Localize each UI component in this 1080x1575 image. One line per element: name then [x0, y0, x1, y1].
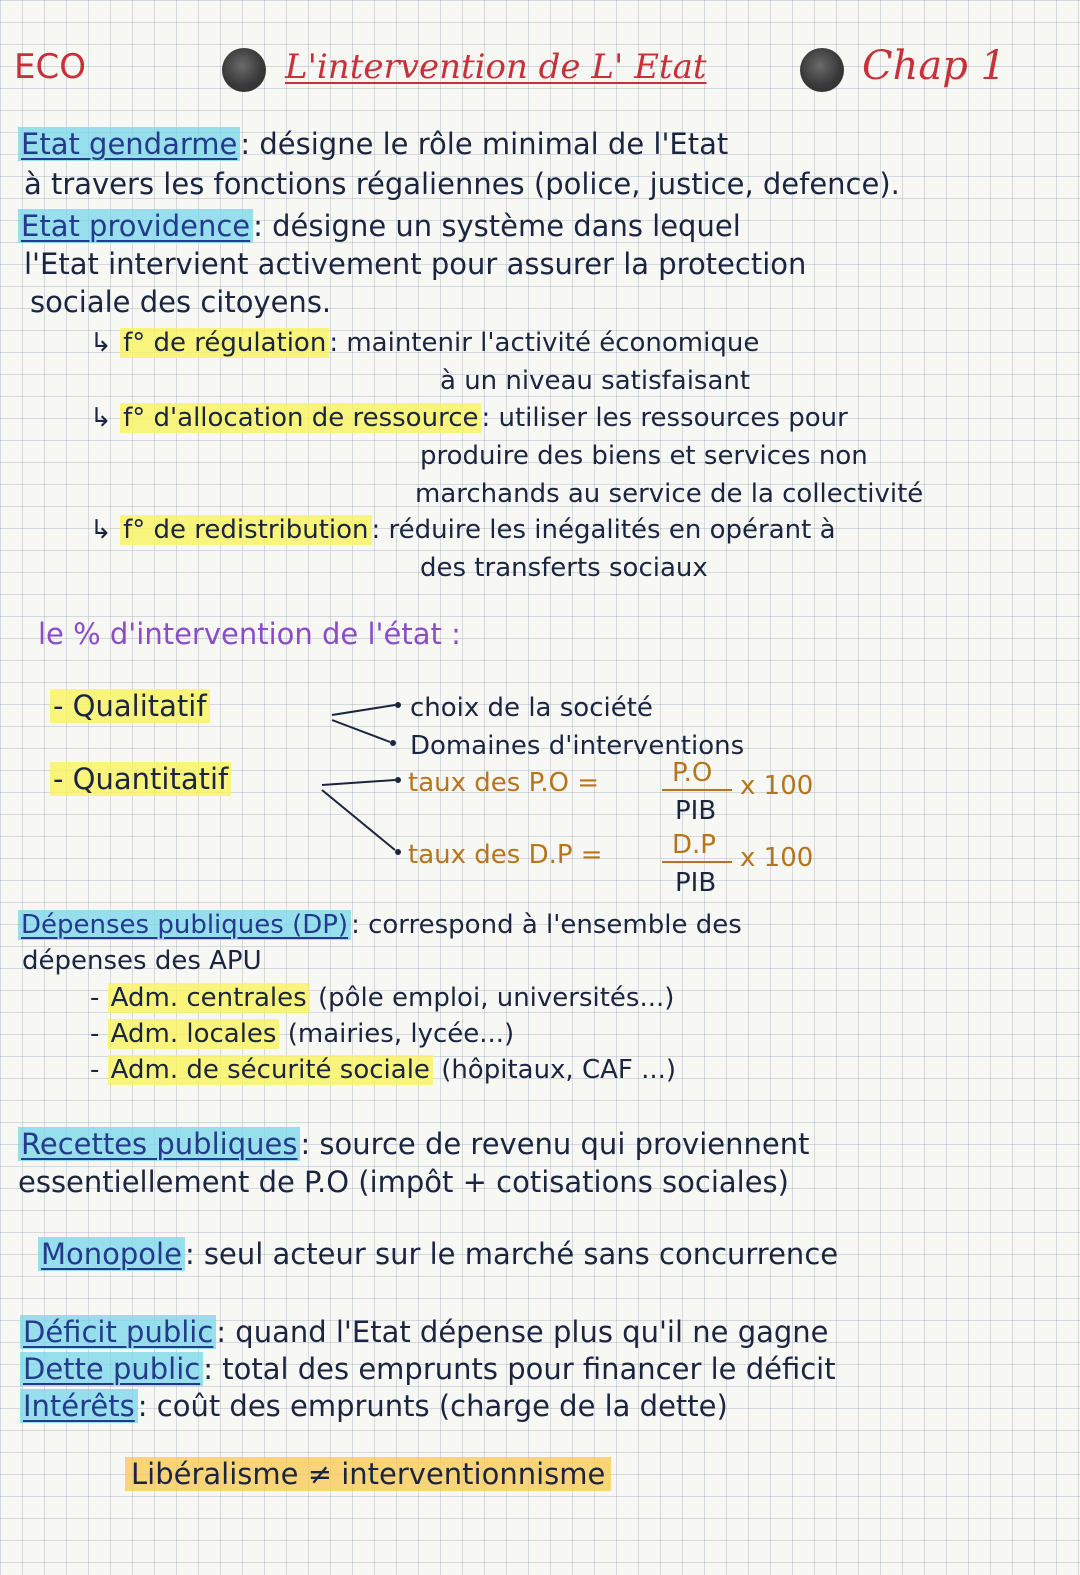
- deficit-def: : quand l'Etat dépense plus qu'il ne gagne: [216, 1315, 829, 1349]
- adm-locales: Adm. locales: [108, 1019, 280, 1049]
- adm-centrales-examples: (pôle emploi, universités...): [317, 983, 675, 1013]
- term-recettes-publiques: Recettes publiques: [18, 1127, 300, 1161]
- choix-societe: choix de la société: [410, 693, 653, 723]
- def-recettes-publiques: [18, 1127, 810, 1161]
- allocation-desc2: produire des biens et services non: [420, 441, 868, 471]
- term-interets: Intérêts: [20, 1389, 138, 1423]
- def-monopole: [38, 1237, 839, 1271]
- adm-securite-sociale: Adm. de sécurité sociale: [108, 1055, 433, 1085]
- list-item: [90, 985, 674, 1011]
- list-dash: -: [90, 1055, 100, 1085]
- term-deficit-public: Déficit public: [20, 1315, 216, 1349]
- list-item: [90, 1021, 514, 1047]
- allocation-desc1: : utiliser les ressources pour: [481, 403, 848, 433]
- regulation-desc2: à un niveau satisfaisant: [440, 366, 751, 396]
- depenses-line1: : correspond à l'ensemble des: [351, 910, 742, 940]
- term-regulation: f° de régulation: [120, 328, 329, 358]
- def-etat-providence-line2: l'Etat intervient activement pour assurer la protection: [24, 247, 807, 281]
- taux-po-denominator: PIB: [675, 796, 717, 826]
- adm-securite-sociale-examples: (hôpitaux, CAF ...): [441, 1055, 677, 1085]
- chapter-label: Chap 1: [862, 43, 1006, 89]
- arrow-icon: ↳: [90, 328, 112, 358]
- list-dash: -: [90, 983, 100, 1013]
- qualitatif-text: - Qualitatif: [50, 689, 210, 723]
- def-etat-gendarme-line1: : désigne le rôle minimal de l'Etat: [240, 127, 729, 161]
- depenses-line2: dépenses des APU: [22, 946, 262, 976]
- taux-dp-denominator: PIB: [675, 868, 717, 898]
- regulation-desc1: : maintenir l'activité économique: [329, 328, 760, 358]
- redistribution-desc1: : réduire les inégalités en opérant à: [371, 515, 836, 545]
- domaines-interventions: Domaines d'interventions: [410, 731, 745, 761]
- def-deficit-public: [20, 1315, 829, 1349]
- list-item: [90, 1057, 676, 1083]
- def-depenses-publiques: [18, 912, 742, 938]
- adm-centrales: Adm. centrales: [108, 983, 310, 1013]
- def-etat-providence-line1: : désigne un système dans lequel: [253, 209, 741, 243]
- quantitatif-text: - Quantitatif: [50, 762, 231, 796]
- recettes-line2: essentiellement de P.O (impôt + cotisations sociales): [18, 1165, 789, 1199]
- def-etat-gendarme-line2: à travers les fonctions régaliennes (police, justice, defence).: [24, 167, 900, 201]
- arrow-icon: ↳: [90, 515, 112, 545]
- list-dash: -: [90, 1019, 100, 1049]
- term-monopole: Monopole: [38, 1237, 185, 1271]
- footer-text: Libéralisme ≠ interventionnisme: [125, 1457, 611, 1491]
- def-etat-providence-line3: sociale des citoyens.: [30, 285, 332, 319]
- page-title: L'intervention de L' Etat: [285, 47, 707, 87]
- taux-po-label: taux des P.O =: [408, 768, 599, 798]
- redistribution-desc2: des transferts sociaux: [420, 553, 708, 583]
- taux-dp-label: taux des D.P =: [408, 840, 603, 870]
- subject-label: ECO: [14, 47, 86, 87]
- taux-dp-numerator: D.P: [672, 830, 716, 860]
- liberalisme-vs-interventionnisme: [125, 1457, 611, 1491]
- def-interets: [20, 1389, 728, 1423]
- recettes-line1: : source de revenu qui proviennent: [300, 1127, 810, 1161]
- taux-po-numerator: P.O: [672, 758, 713, 788]
- term-redistribution: f° de redistribution: [120, 515, 371, 545]
- intervention-heading: le % d'intervention de l'état :: [38, 617, 461, 651]
- term-etat-providence: Etat providence: [18, 209, 253, 243]
- taux-po-multiplier: x 100: [740, 771, 814, 801]
- def-dette-public: [20, 1352, 836, 1386]
- term-dette-public: Dette public: [20, 1352, 203, 1386]
- term-depenses-publiques: Dépenses publiques (DP): [18, 910, 351, 940]
- monopole-def: : seul acteur sur le marché sans concurrence: [184, 1237, 839, 1271]
- term-etat-gendarme: Etat gendarme: [18, 127, 240, 161]
- adm-locales-examples: (mairies, lycée...): [287, 1019, 515, 1049]
- interets-def: : coût des emprunts (charge de la dette): [137, 1389, 728, 1423]
- allocation-desc3: marchands au service de la collectivité: [415, 479, 924, 509]
- term-allocation: f° d'allocation de ressource: [120, 403, 481, 433]
- dette-def: : total des emprunts pour financer le déficit: [203, 1352, 836, 1386]
- taux-dp-multiplier: x 100: [740, 843, 814, 873]
- arrow-icon: ↳: [90, 403, 112, 433]
